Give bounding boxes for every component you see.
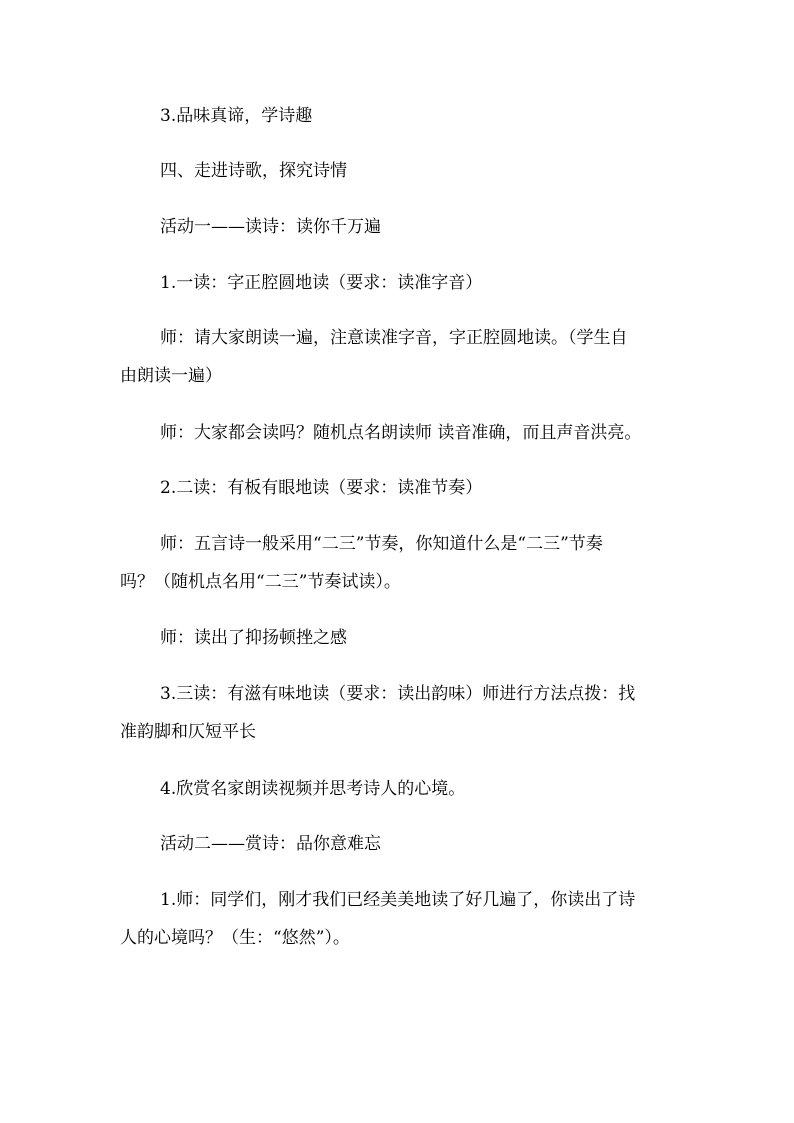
paragraph-teacher-cadence [160, 619, 720, 657]
paragraph-line: 1.一读：字正腔圆地读（要求：读准字音） [160, 273, 483, 293]
paragraph-fourth-video [160, 770, 720, 808]
paragraph-line: 活动一——读诗：读你千万遍 [160, 217, 381, 237]
paragraph-activity-one [160, 208, 720, 246]
paragraph-line: 师：请大家朗读一遍，注意读准字音，字正腔圆地读。（学生自 [160, 328, 628, 348]
paragraph-line: 吗？（随机点名用“二三”节奏试读）。 [120, 572, 401, 592]
paragraph-teacher-mood [120, 881, 680, 957]
paragraph-line: 1.师：同学们，刚才我们已经美美地读了好几遍了，你读出了诗 [160, 890, 636, 910]
paragraph-first-reading [160, 264, 720, 302]
paragraph-teacher-read-aloud [120, 319, 680, 395]
paragraph-section-3 [160, 97, 720, 135]
paragraph-line: 4.欣赏名家朗读视频并思考诗人的心境。 [160, 779, 466, 799]
paragraph-teacher-can-read [160, 414, 720, 452]
paragraph-line: 由朗读一遍） [120, 366, 222, 386]
paragraph-third-reading [120, 675, 680, 751]
paragraph-line: 师：读出了抑扬顿挫之感 [160, 628, 347, 648]
paragraph-heading-four [160, 152, 720, 190]
paragraph-teacher-rhythm [120, 525, 680, 601]
paragraph-line: 四、走进诗歌，探究诗情 [160, 161, 347, 181]
paragraph-line: 3.品味真谛，学诗趣 [160, 106, 313, 126]
paragraph-line: 活动二——赏诗：品你意难忘 [160, 834, 381, 854]
paragraph-line: 人的心境吗？（生：“悠然”）。 [120, 928, 350, 948]
paragraph-second-reading [160, 469, 720, 507]
paragraph-line: 师：五言诗一般采用“二三”节奏，你知道什么是“二三”节奏 [160, 534, 603, 554]
paragraph-activity-two [160, 825, 720, 863]
paragraph-line: 师：大家都会读吗？随机点名朗读师 读音准确，而且声音洪亮。 [160, 423, 642, 443]
paragraph-line: 3.三读：有滋有味地读（要求：读出韵味）师进行方法点拨：找 [160, 684, 636, 704]
paragraph-line: 准韵脚和仄短平长 [120, 722, 256, 742]
paragraph-line: 2.二读：有板有眼地读（要求：读准节奏） [160, 478, 483, 498]
